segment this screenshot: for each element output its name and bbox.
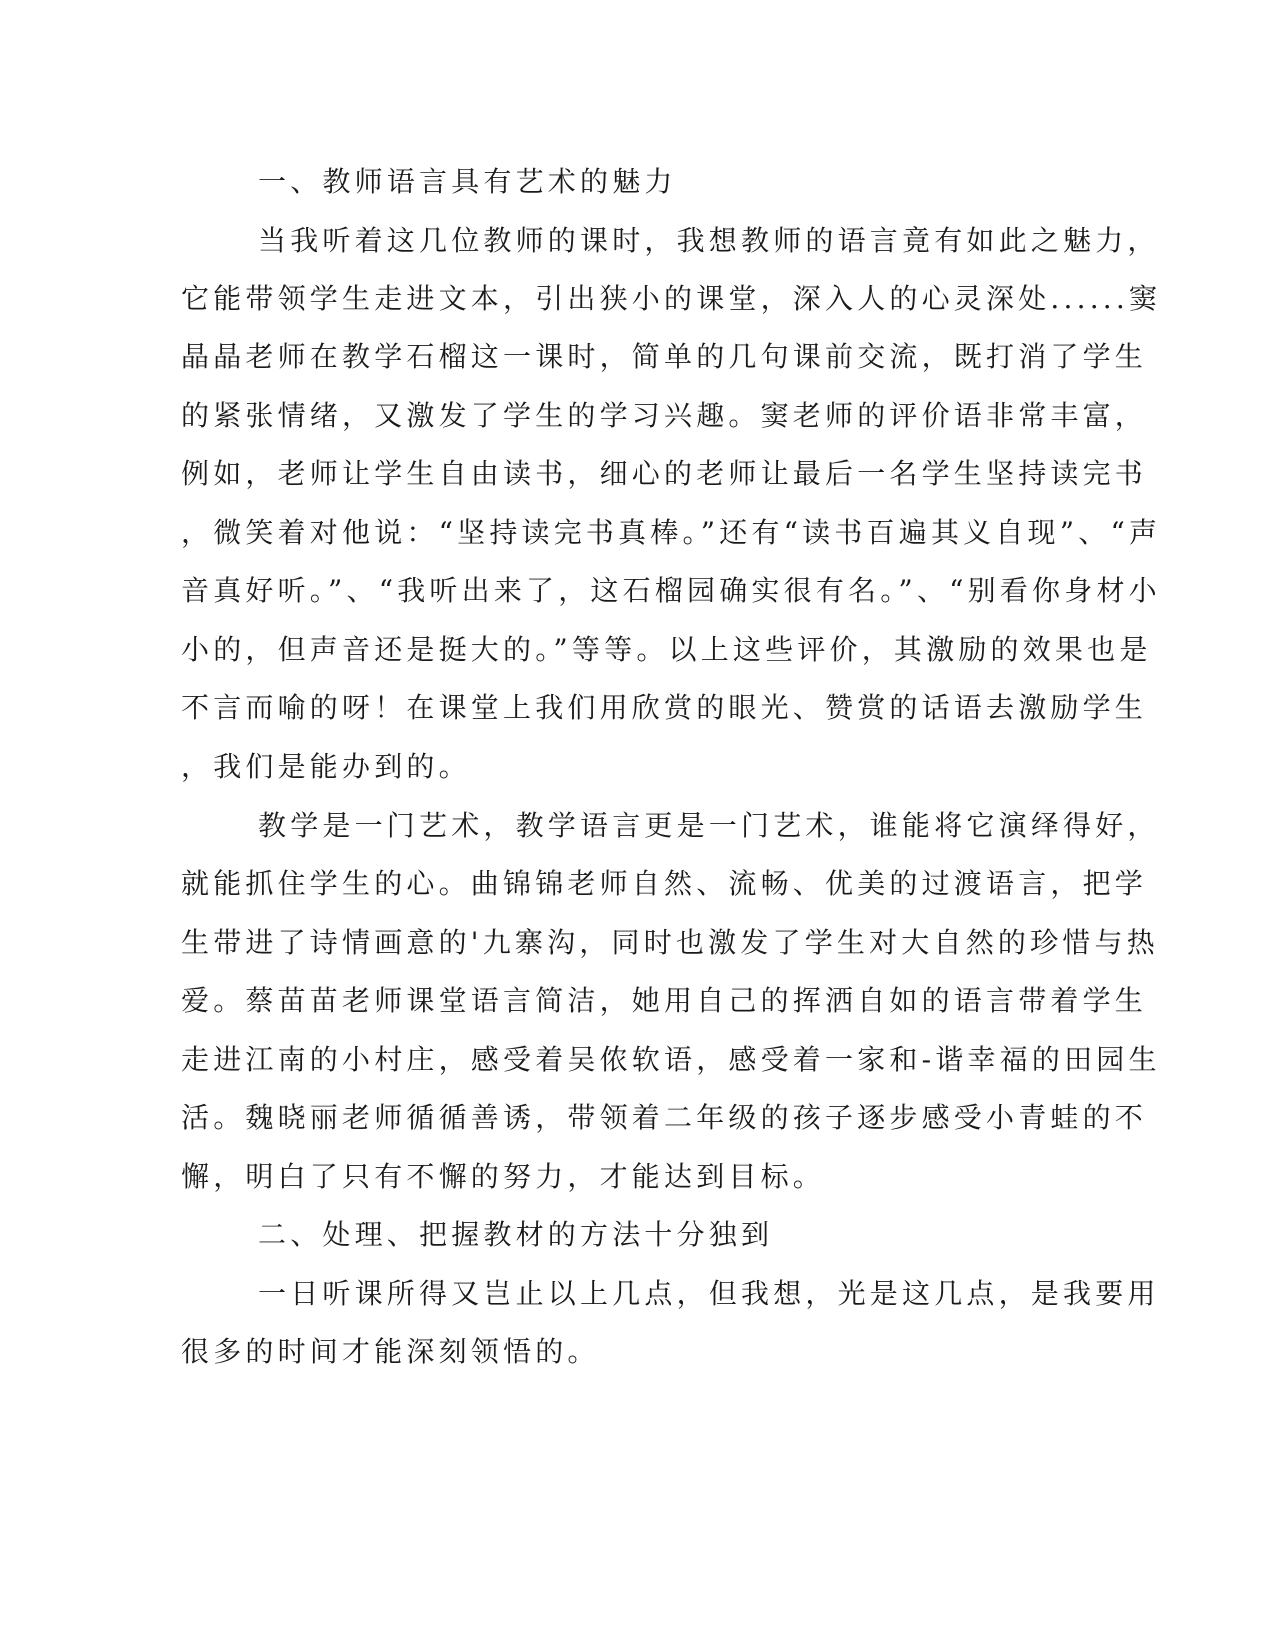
paragraph-1-line-2: 它能带领学生走进文本，引出狭小的课堂，深入人的心灵深处......窦 xyxy=(181,282,1162,315)
paragraph-3-line-1: 一日听课所得又岂止以上几点，但我想，光是这几点，是我要用 xyxy=(258,1277,1160,1310)
paragraph-1-line-4: 的紧张情绪，又激发了学生的学习兴趣。窦老师的评价语非常丰富， xyxy=(181,399,1148,432)
paragraph-2-line-2: 就能抓住学生的心。曲锦锦老师自然、流畅、优美的过渡语言，把学 xyxy=(181,867,1148,900)
paragraph-1-line-1: 当我听着这几位教师的课时，我想教师的语言竟有如此之魅力， xyxy=(258,224,1160,257)
paragraph-2-line-5: 走进江南的小村庄，感受着吴侬软语，感受着一家和-谐幸福的田园生 xyxy=(181,1043,1161,1076)
paragraph-1-line-10: ，我们是能办到的。 xyxy=(181,750,471,783)
paragraph-2-line-6: 活。魏晓丽老师循循善诱，带领着二年级的孩子逐步感受小青蛙的不 xyxy=(181,1101,1148,1134)
paragraph-2-line-1: 教学是一门艺术，教学语言更是一门艺术，谁能将它演绎得好， xyxy=(258,809,1160,842)
paragraph-2-line-4: 爱。蔡苗苗老师课堂语言简洁，她用自己的挥洒自如的语言带着学生 xyxy=(181,984,1148,1017)
paragraph-2-line-3: 生带进了诗情画意的'九寨沟，同时也激发了学生对大自然的珍惜与热 xyxy=(181,926,1159,959)
paragraph-1-line-5: 例如，老师让学生自由读书，细心的老师让最后一名学生坚持读完书 xyxy=(181,457,1148,490)
section-heading-1: 一、教师语言具有艺术的魅力 xyxy=(258,165,677,198)
paragraph-3-line-2: 很多的时间才能深刻领悟的。 xyxy=(181,1335,600,1368)
paragraph-1-line-6: ，微笑着对他说：“坚持读完书真棒。”还有“读书百遍其义自现”、“声 xyxy=(181,516,1162,549)
paragraph-1-line-3: 晶晶老师在教学石榴这一课时，简单的几句课前交流，既打消了学生 xyxy=(181,340,1148,373)
paragraph-1-line-9: 不言而喻的呀！在课堂上我们用欣赏的眼光、赞赏的话语去激励学生 xyxy=(181,691,1148,724)
paragraph-1-line-8: 小的，但声音还是挺大的。”等等。以上这些评价，其激励的效果也是 xyxy=(181,633,1152,666)
paragraph-2-line-7: 懈，明白了只有不懈的努力，才能达到目标。 xyxy=(181,1160,826,1193)
section-heading-2: 二、处理、把握教材的方法十分独到 xyxy=(258,1218,774,1251)
paragraph-1-line-7: 音真好听。”、“我听出来了，这石榴园确实很有名。”、“别看你身材小 xyxy=(181,574,1161,607)
